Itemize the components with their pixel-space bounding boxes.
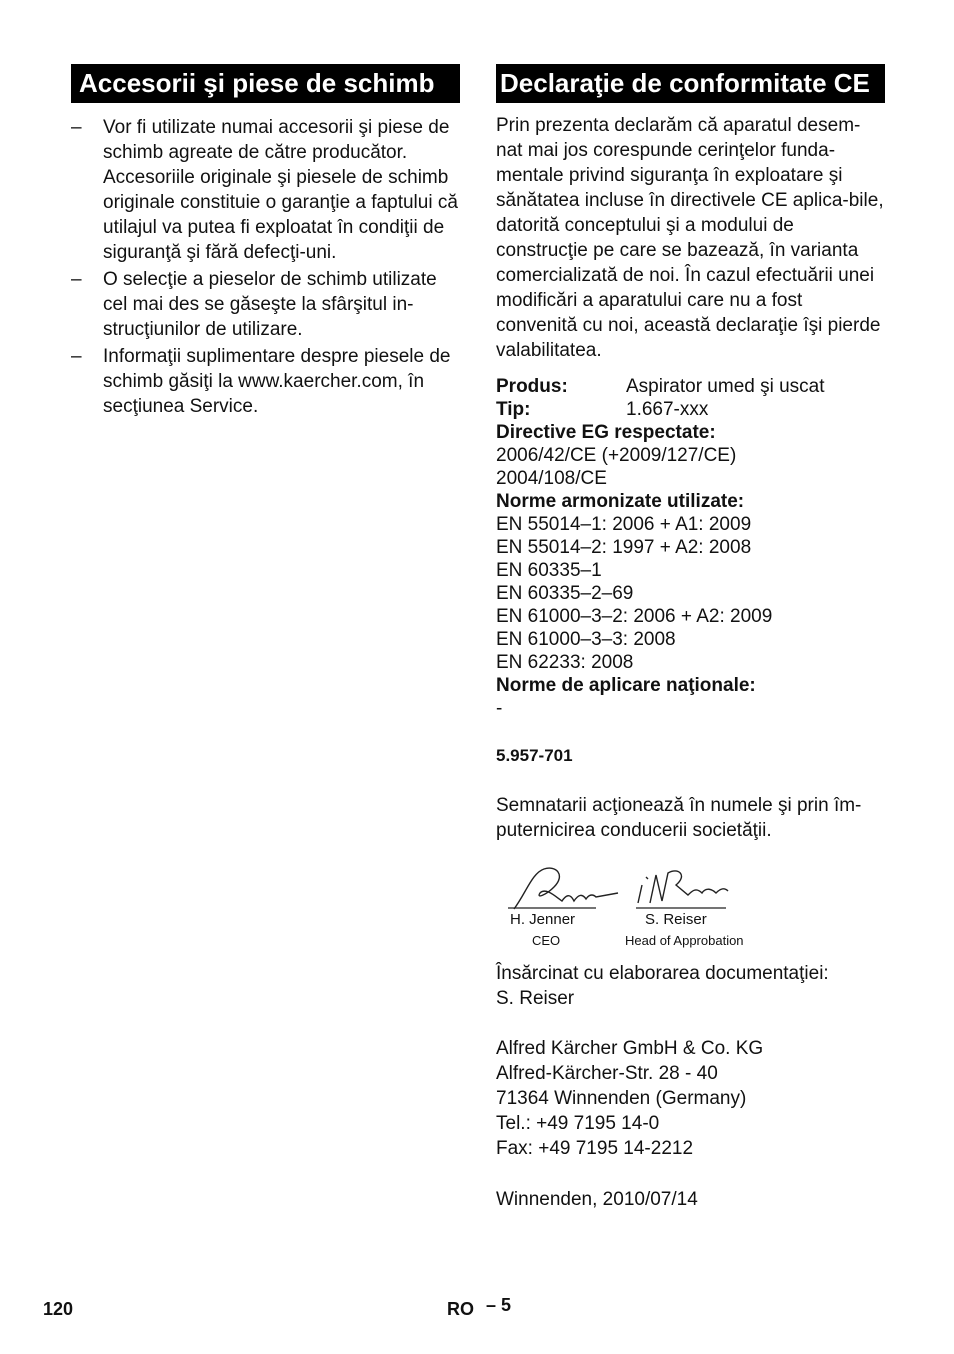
norms-label: Norme armonizate utilizate: xyxy=(496,491,745,512)
place-date: Winnenden, 2010/07/14 xyxy=(496,1189,698,1210)
signer-role: CEO xyxy=(532,933,561,948)
norm-item: EN 60335–1 xyxy=(496,560,602,581)
norm-item: EN 55014–2: 1997 + A2: 2008 xyxy=(496,537,752,558)
documentation-person: S. Reiser xyxy=(496,988,575,1009)
address-line: Tel.: +49 7195 14-0 xyxy=(496,1113,660,1134)
norm-item: EN 60335–2–69 xyxy=(496,583,634,604)
declaration-fields xyxy=(496,375,885,720)
national-norms-value: - xyxy=(496,698,503,719)
signer-role: Head of Approbation xyxy=(625,933,744,948)
right-column xyxy=(496,64,885,1212)
national-norms-label: Norme de aplicare naţionale: xyxy=(496,675,756,696)
list-item xyxy=(71,267,460,342)
norms-list xyxy=(496,513,885,674)
address-line: Alfred-Kärcher-Str. 28 - 40 xyxy=(496,1063,718,1084)
directive-item: 2004/108/CE xyxy=(496,468,607,489)
list-item xyxy=(71,115,460,265)
bullet-dash: – xyxy=(71,346,82,367)
list-item-text: Vor fi utilizate numai accesorii şi piese de schimb agreate de către producător. Accesoriile originale şi piesele de schimb originale constituie o garanţie a faptului că utilajul va putea fi exploatat în condiţii de siguranţă şi fără defecţi-uni. xyxy=(103,117,458,263)
signer-name: H. Jenner xyxy=(510,911,576,928)
documentation-label: Însărcinat cu elaborarea documentaţiei: xyxy=(496,963,829,984)
accessories-list xyxy=(71,115,460,419)
declaration-heading: Declaraţie de conformitate CE xyxy=(496,64,885,103)
bullet-dash: – xyxy=(71,117,82,138)
page-number: 120 xyxy=(43,1299,74,1319)
signatures-image xyxy=(496,863,756,915)
list-item xyxy=(71,344,460,419)
directives-label: Directive EG respectate: xyxy=(496,422,716,443)
product-value: Aspirator umed şi uscat xyxy=(626,376,825,397)
norm-item: EN 61000–3–3: 2008 xyxy=(496,629,676,650)
left-column xyxy=(71,64,460,421)
company-address xyxy=(496,1036,885,1161)
type-row xyxy=(496,398,885,421)
product-row xyxy=(496,375,885,398)
directive-item: 2006/42/CE (+2009/127/CE) xyxy=(496,445,737,466)
norm-item: EN 61000–3–2: 2006 + A2: 2009 xyxy=(496,606,773,627)
norm-item: EN 55014–1: 2006 + A1: 2009 xyxy=(496,514,752,535)
list-item-text: O selecţie a pieselor de schimb utilizate cel mai des se găseşte la sfârşitul in-strucţiunilor de utilizare. xyxy=(103,269,437,340)
type-label: Tip: xyxy=(496,399,531,420)
type-value: 1.667-xxx xyxy=(626,399,709,420)
address-line: Fax: +49 7195 14-2212 xyxy=(496,1138,694,1159)
signer-name: S. Reiser xyxy=(645,911,707,928)
accessories-heading: Accesorii şi piese de schimb xyxy=(71,64,460,103)
product-label: Produs: xyxy=(496,376,568,397)
document-number: 5.957-701 xyxy=(496,746,573,765)
norm-item: EN 62233: 2008 xyxy=(496,652,634,673)
declaration-intro: Prin prezenta declarăm că aparatul desem-nat mai jos corespunde cerinţelor funda-mentale privind siguranţa în exploatare şi sănătatea incluse în directivele CE aplica-bile, datorită conceptului şi a modului de construcţie pe care se bazează, în varianta comercializată de noi. În cazul efectuării unei modificări a aparatului care nu a fost convenită cu noi, această declaraţie îşi pierde valabilitatea. xyxy=(496,115,884,361)
directives-list xyxy=(496,444,885,490)
signature-block xyxy=(496,863,885,949)
signers-text: Semnatarii acţionează în numele şi prin îm-puternicirea conducerii societăţii. xyxy=(496,795,862,841)
address-line: Alfred Kärcher GmbH & Co. KG xyxy=(496,1038,764,1059)
address-line: 71364 Winnenden (Germany) xyxy=(496,1088,747,1109)
list-item-text: Informaţii suplimentare despre piesele de schimb găsiţi la www.kaercher.com, în secţiunea Service. xyxy=(103,346,451,417)
bullet-dash: – xyxy=(71,269,82,290)
section-number: – 5 xyxy=(486,1295,512,1315)
language-code: RO xyxy=(447,1299,474,1319)
